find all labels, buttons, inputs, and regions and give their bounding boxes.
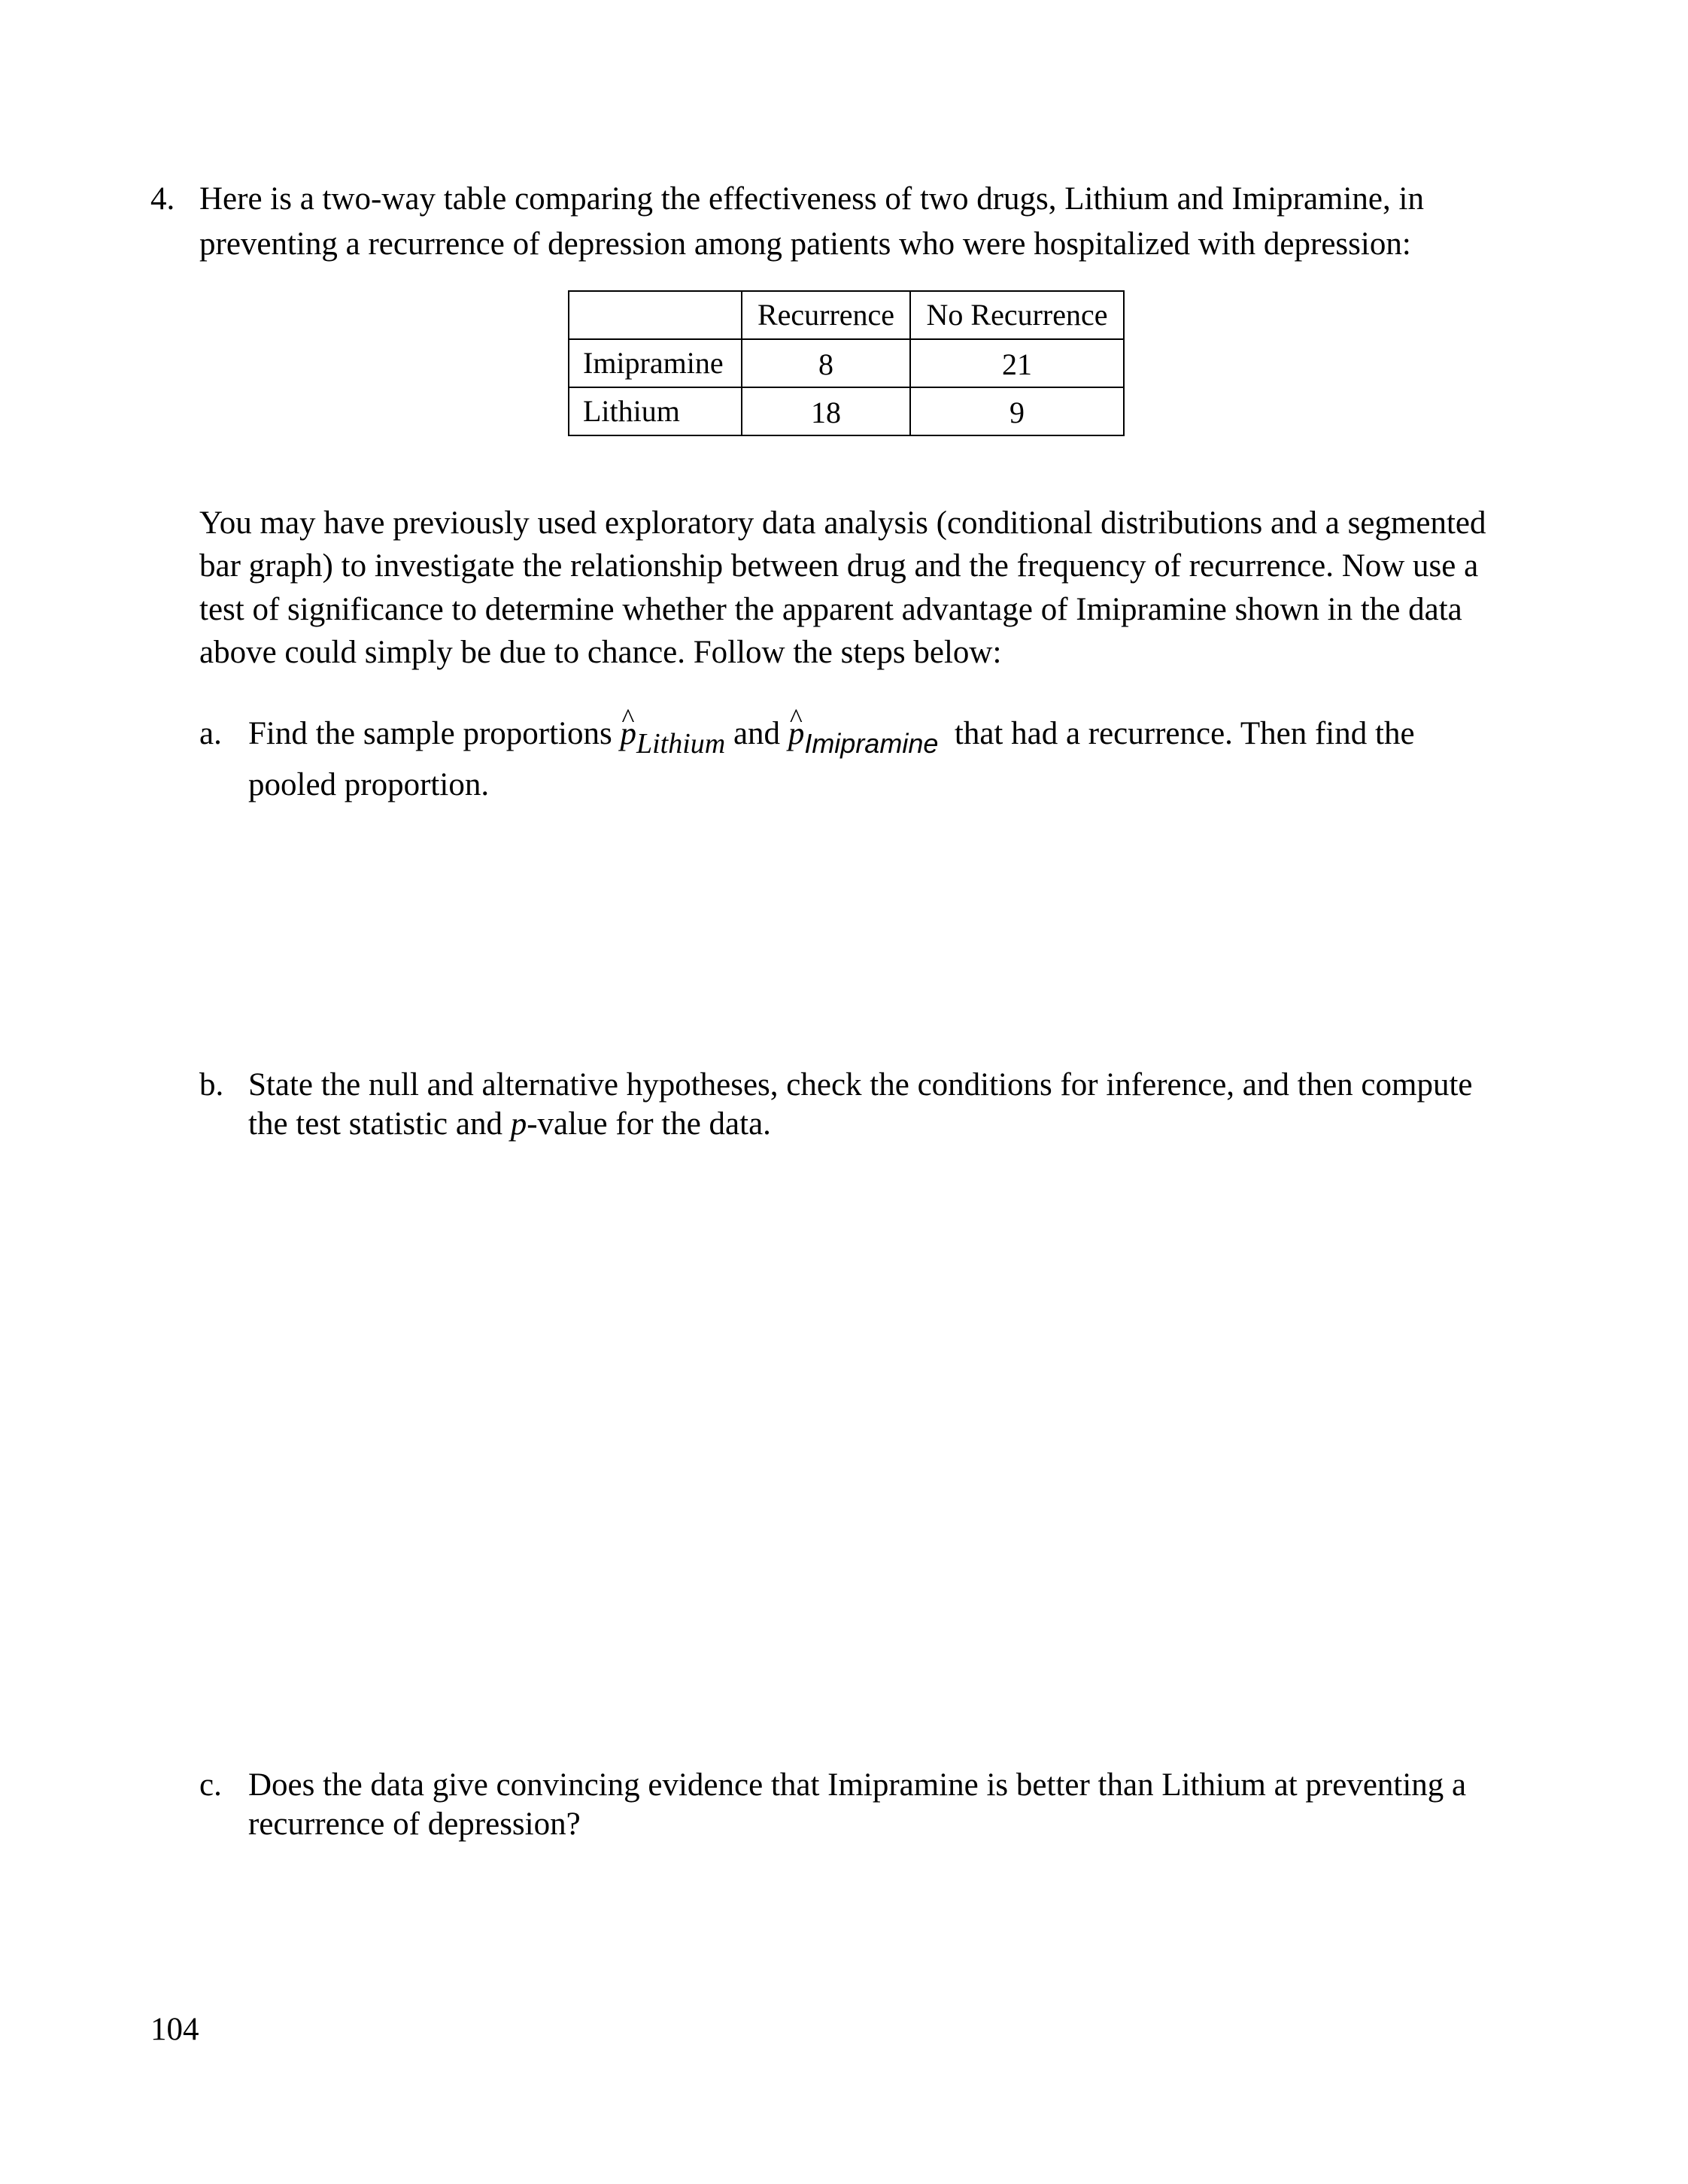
- part-b-line1: State the null and alternative hypotheses, check the conditions for inference, and then compute: [248, 1067, 1473, 1103]
- question-intro-line2: preventing a recurrence of depression among patients who were hospitalized with depression:: [199, 226, 1411, 262]
- paragraph-line: You may have previously used exploratory data analysis (conditional distributions and a segmented: [199, 505, 1486, 541]
- part-c-label: c.: [199, 1767, 222, 1803]
- two-way-table: [568, 290, 1125, 436]
- paragraph-line: bar graph) to investigate the relationship between drug and the frequency of recurrence. Now use a: [199, 548, 1479, 584]
- row-label: Imipramine: [569, 339, 742, 387]
- paragraph-line: above could simply be due to chance. Follow the steps below:: [199, 635, 1002, 670]
- table-row: [569, 339, 1124, 387]
- page-number: 104: [150, 2012, 199, 2047]
- part-a-text: Find the sample proportions: [248, 716, 621, 751]
- part-a-line2: pooled proportion.: [248, 767, 490, 802]
- table-header-no-recurrence: No Recurrence: [910, 291, 1124, 339]
- p-hat-symbol: ^ p: [788, 716, 805, 751]
- part-a-text-after: that had a recurrence. Then find the: [938, 716, 1415, 751]
- part-c-line1: Does the data give convincing evidence that Imipramine is better than Lithium at preventing a: [248, 1767, 1467, 1803]
- subscript-lithium: Lithium: [636, 728, 726, 760]
- table-header-row: [569, 291, 1124, 339]
- part-b-label: b.: [199, 1067, 224, 1103]
- part-b-text-after: -value for the data.: [527, 1106, 771, 1142]
- row-label: Lithium: [569, 387, 742, 435]
- table-header-empty: [569, 291, 742, 339]
- cell-recurrence: 8: [742, 339, 910, 387]
- part-a-and: and: [725, 716, 788, 751]
- subscript-imipramine: Imipramine: [804, 728, 939, 759]
- cell-no-recurrence: 9: [910, 387, 1124, 435]
- table-header-recurrence: Recurrence: [742, 291, 910, 339]
- part-c-line2: recurrence of depression?: [248, 1806, 581, 1842]
- cell-recurrence: 18: [742, 387, 910, 435]
- question-number: 4.: [150, 181, 175, 217]
- part-a-line1: [248, 712, 1415, 766]
- part-b-text: the test statistic and: [248, 1106, 511, 1142]
- paragraph-line: test of significance to determine whether the apparent advantage of Imipramine shown in the data: [199, 592, 1462, 627]
- p-hat-symbol: ^ p: [620, 716, 636, 751]
- p-italic: p: [510, 1106, 527, 1142]
- part-b-line2: [248, 1103, 771, 1146]
- table-row: [569, 387, 1124, 435]
- question-intro-line1: Here is a two-way table comparing the effectiveness of two drugs, Lithium and Imipramine, in: [199, 181, 1424, 217]
- part-a-label: a.: [199, 716, 222, 751]
- cell-no-recurrence: 21: [910, 339, 1124, 387]
